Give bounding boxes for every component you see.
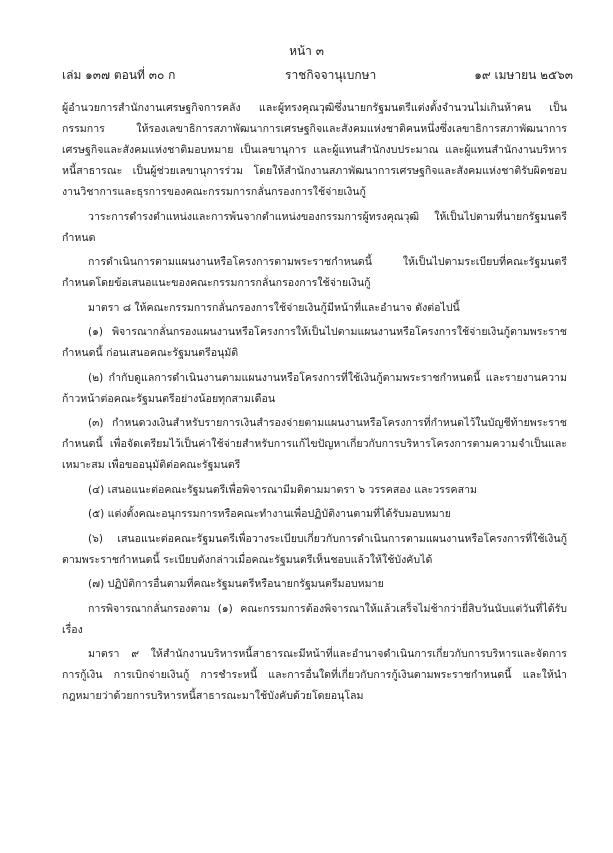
list-item: (๕) แต่งตั้งคณะอนุกรรมการหรือคณะทำงานเพื่อปฏิบัติงานตามที่ได้รับมอบหมาย	[88, 508, 451, 520]
list-item: (๑) พิจารณากลั่นกรองแผนงานหรือโครงการให้เป็นไปตามแผนงานหรือโครงการใช้จ่ายเงินกู้ตามพระราชกำหนดนี้ ก่อนเสนอคณะรัฐมนตรีอนุมัติ	[62, 326, 567, 359]
publication-date: ๑๙ เมษายน ๒๕๖๓	[474, 68, 573, 82]
page-number: หน้า ๓	[289, 44, 324, 58]
section-heading: มาตรา ๘ ให้คณะกรรมการกลั่นกรองการใช้จ่ายเงินกู้มีหน้าที่และอำนาจ ดังต่อไปนี้	[88, 301, 460, 314]
paragraph: การดำเนินการตามแผนงานหรือโครงการตามพระราชกำหนดนี้ ให้เป็นไปตามระเบียบที่คณะรัฐมนตรีกำหนดโดยข้อเสนอแนะของคณะกรรมการกลั่นกรองการใช้จ่ายเงินกู้	[62, 256, 567, 289]
list-item: (๗) ปฏิบัติการอื่นตามที่คณะรัฐมนตรีหรือนายกรัฐมนตรีมอบหมาย	[88, 578, 384, 590]
volume-issue: เล่ม ๑๓๗ ตอนที่ ๓๐ ก	[62, 68, 176, 82]
paragraph: วาระการดำรงตำแหน่งและการพ้นจากตำแหน่งของกรรมการผู้ทรงคุณวุฒิ ให้เป็นไปตามที่นายกรัฐมนตรีกำหนด	[62, 210, 567, 244]
paragraph: ผู้อำนวยการสำนักงานเศรษฐกิจการคลัง และผู้ทรงคุณวุฒิซึ่งนายกรัฐมนตรีแต่งตั้งจำนวนไม่เกินห้าคน เป็นกรรมการ ให้รองเลขาธิการสภาพัฒนาการเศรษฐกิจและสังคมแห่งชาติคนหนึ่งซึ่งเลขาธิการสภาพัฒนาการเศรษฐกิจและสังคมแห่งชาติมอบหมาย เป็นเลขานุการ และผู้แทนสำนักงบประมาณ และผู้แทนสำนักงานบริหารหนี้สาธารณะ เป็นผู้ช่วยเลขานุการร่วม โดยให้สำนักงานสภาพัฒนาการเศรษฐกิจและสังคมแห่งชาติรับผิดชอบงานวิชาการและธุรการของคณะกรรมการกลั่นกรองการใช้จ่ายเงินกู้	[62, 102, 567, 198]
list-item: (๒) กำกับดูแลการดำเนินงานตามแผนงานหรือโครงการที่ใช้เงินกู้ตามพระราชกำหนดนี้ และรายงานความก้าวหน้าต่อคณะรัฐมนตรีอย่างน้อยทุกสามเดือน	[62, 371, 567, 405]
paragraph: การพิจารณากลั่นกรองตาม (๑) คณะกรรมการต้องพิจารณาให้แล้วเสร็จไม่ช้ากว่ายี่สิบวันนับแต่วันที่ได้รับเรื่อง	[62, 602, 567, 636]
list-item: (๖) เสนอแนะต่อคณะรัฐมนตรีเพื่อวางระเบียบเกี่ยวกับการดำเนินการตามแผนงานหรือโครงการที่ใช้เงินกู้ตามพระราชกำหนดนี้ ระเบียบดังกล่าวเมื่อคณะรัฐมนตรีเห็นชอบแล้วให้ใช้บังคับได้	[62, 532, 567, 566]
body-text	[62, 98, 567, 711]
list-item: (๔) เสนอแนะต่อคณะรัฐมนตรีเพื่อพิจารณามีมติตามมาตรา ๖ วรรคสอง และวรรคสาม	[88, 483, 478, 496]
list-item: (๓) กำหนดวงเงินสำหรับรายการเงินสำรองจ่ายตามแผนงานหรือโครงการที่กำหนดไว้ในบัญชีท้ายพระราชกำหนดนี้ เพื่อจัดเตรียมไว้เป็นค่าใช้จ่ายสำหรับการแก้ไขปัญหาเกี่ยวกับการบริหารโครงการตามความจำเป็นและเหมาะสม เพื่อขออนุมัติต่อคณะรัฐมนตรี	[62, 417, 567, 471]
section-heading: มาตรา ๙ ให้สำนักงานบริหารหนี้สาธารณะมีหน้าที่และอำนาจดำเนินการเกี่ยวกับการบริหารและจัดการการกู้เงิน การเบิกจ่ายเงินกู้ การชำระหนี้ และการอื่นใดที่เกี่ยวกับการกู้เงินตามพระราชกำหนดนี้ และให้นำกฎหมายว่าด้วยการบริหารหนี้สาธารณะมาใช้บังคับด้วยโดยอนุโลม	[62, 648, 567, 702]
publication-title: ราชกิจจานุเบกษา	[285, 68, 377, 82]
